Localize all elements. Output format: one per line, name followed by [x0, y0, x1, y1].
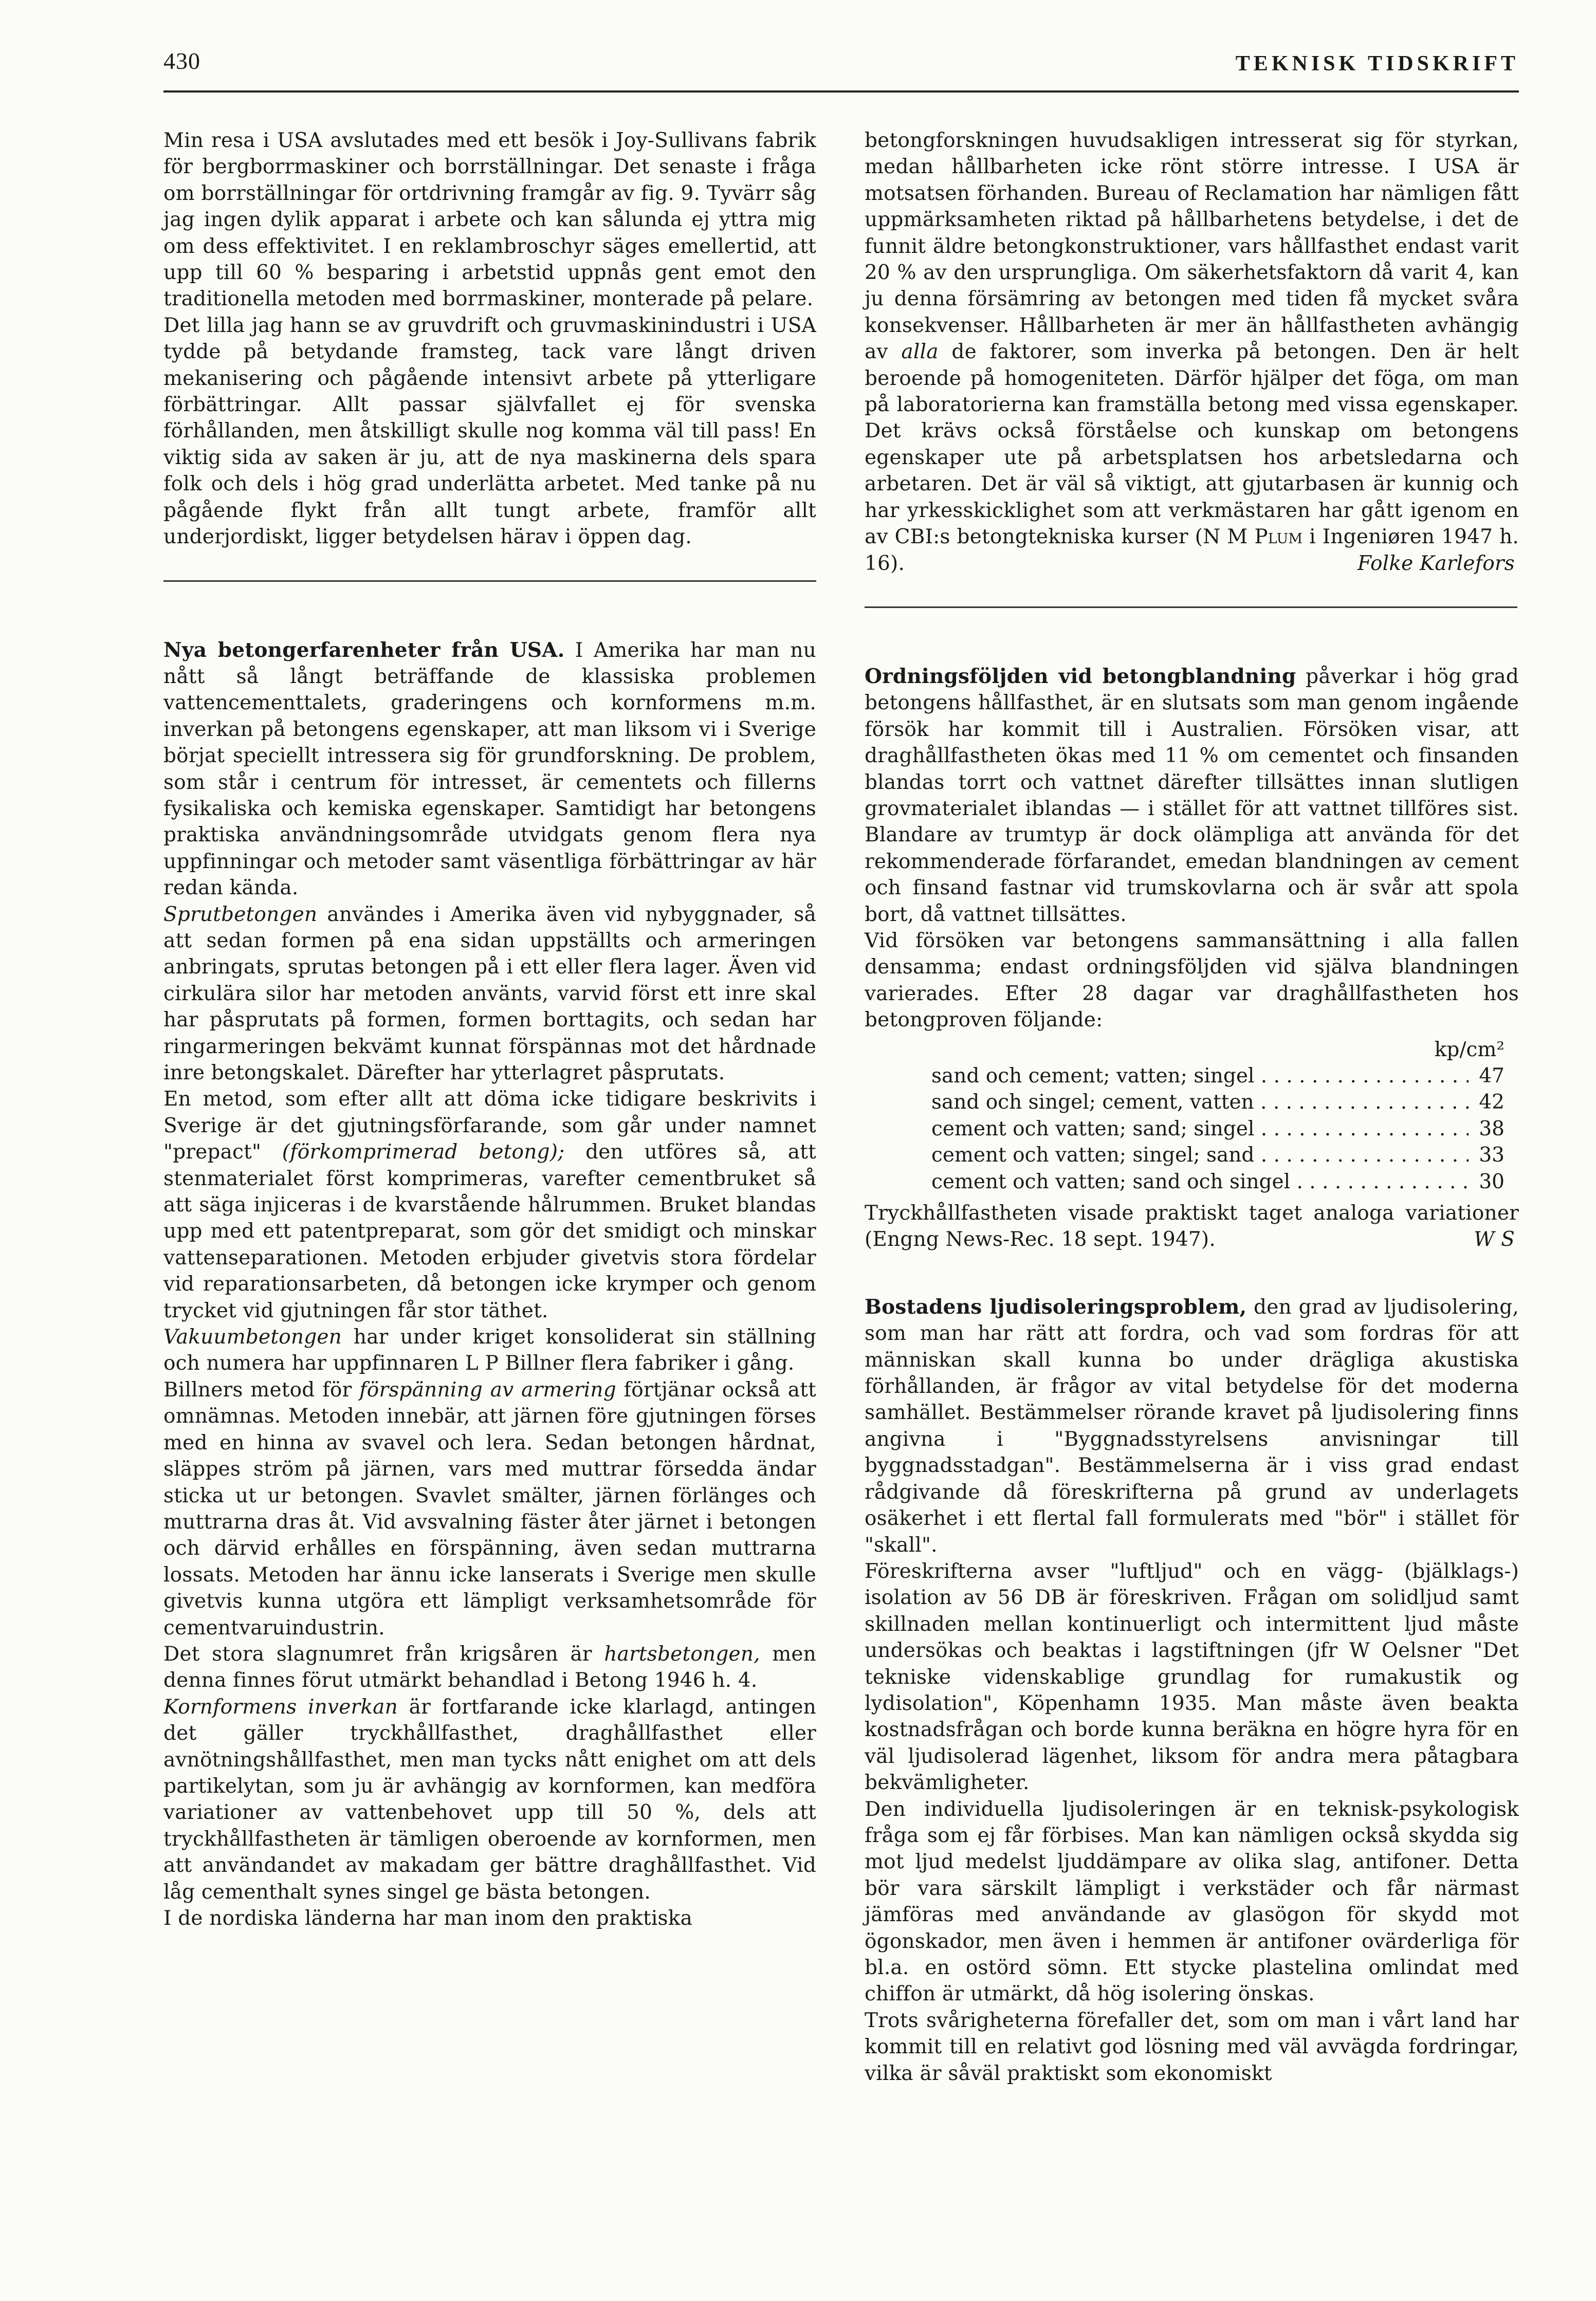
page-number: 430: [163, 48, 200, 74]
table-row: cement och vatten; sand; singel . . . 38: [865, 1116, 1519, 1142]
paragraph: Sprutbetongen användes i Amerika även vid nybyggnader, så att sedan formen på ena sidan uppställts och armeringen anbringats, sprutas betongen på i ett eller flera lager. Även vid cirkulära silor har metoden använts, varvid först ett inre skal har påsprutats på formen, formen borttagits, och sedan har ringarmeringen bekvämt kunnat förspännas mot det hårdnade inre betongskalet. Därefter har ytterlagret påsprutats.: [163, 903, 816, 1084]
paragraph: Den individuella ljudisoleringen är en teknisk-psykologisk fråga som ej får förbises. Man kan nämligen också skydda sig mot ljud medelst ljuddämpare av olika slag, antifoner. Detta bör vara särskilt lämpligt i verkstäder och får närmast jämföras med användande av glasögon för skydd mot ögonskador, men även i hemmen är antifoner ovärderliga för bl.a. en ostörd sömn. Ett stycke plastelina omlindat med chiffon är utmärkt, då hög isolering önskas.: [865, 1797, 1519, 2006]
term: Kornformens inverkan: [163, 1695, 398, 1719]
paragraph: Billners metod för förspänning av armering förtjänar också att omnämnas. Metoden innebär, att järnen före gjutningen förses med en hinna av svavel och lera. Sedan betongen hårdnat, släppes ström på järnen, vars med muttrar försedda ändar sticka ut ur betongen. Svavlet smälter, järnen förlänges och muttrarna dras åt. Vid avsvalning fäster åter järnet i betongen och därvid erhålles en förspänning, även sedan muttrarna lossats. Metoden har ännu icke lanserats i Sverige men skulle givetvis kunna utgöra ett lämpligt verksamhetsområde för cementvaruindustrin.: [163, 1378, 816, 1640]
term: Vakuumbetongen: [163, 1326, 342, 1349]
paragraph: Nya betongerfarenheter från USA. I Amerika har man nu nått så långt beträffande de klassiska problemen vattencementtalets, graderingens och kornformens m.m. inverkan på betongens egenskaper, att man liksom vi i Sverige börjat speciellt intressera sig för grundforskning. De problem, som står i centrum för intresset, är cementets och fillerns fysikaliska och kemiska egenskaper. Samtidigt har betongens praktiska användningsområde utvidgats genom flera nya uppfinningar och metoder samt väsentliga förbättringar av här redan kända.: [163, 638, 816, 900]
term: förspänning av armering: [359, 1378, 616, 1402]
paragraph: Föreskrifterna avser "luftljud" och en vägg- (bjälklags-) isolation av 56 DB är föreskriven. Frågan om solidljud samt skillnaden mellan kontinuerligt och intermittent ljud måste undersökas och beaktas i lagstiftningen (jfr W Oelsner "Det tekniske videnskablige grundlag for rumakustik og lydisolation", Köpenhamn 1935. Man måste även beakta kostnadsfrågan och borde kunna beräkna en högre hyra för en väl ljudisolerad lägenhet, liksom för andra mera påtagbara bekvämligheter.: [865, 1559, 1519, 1795]
mining-article-end: [163, 127, 816, 550]
paragraph: Det lilla jag hann se av gruvdrift och gruvmaskinindustri i USA tydde på betydande framsteg, tack vare långt driven mekanisering och pågående intensivt arbete på ytterligare förbättringar. Allt passar självfallet ej för svenska förhållanden, men åtskilligt skulle nog komma väl till pass! En viktig sida av saken är ju, att de nya maskinerna dels spara folk och dels i hög grad underlätta arbetet. Med tanke på nu pågående flykt från allt tungt arbete, framför allt underjordiskt, ligger betydelsen härav i öppen dag.: [163, 314, 816, 549]
header-rule: [163, 90, 1519, 93]
paragraph: Vakuumbetongen har under kriget konsoliderat sin ställning och numera har uppfinnaren L P Billner flera fabriker i gång.: [163, 1326, 816, 1375]
paragraph: I de nordiska länderna har man inom den praktiska: [163, 1907, 693, 1930]
paragraph: Kornformens inverkan är fortfarande icke klarlagd, antingen det gäller tryckhållfasthet, draghållfasthet eller avnötningshållfasthet, men man tycks nått enighet om att dels partikelytan, som ju är avhängig av kornformen, kan medföra variationer av vattenbehovet upp till 50 %, dels att tryckhållfastheten är tämligen oberoende av kornformen, men att användandet av makadam ger bättre draghållfasthet. Vid låg cementhalt synes singel ge bästa betongen.: [163, 1695, 816, 1904]
article-ordning: [865, 664, 1519, 1253]
article-betong-continued: [865, 127, 1519, 577]
spacer: [865, 1253, 1519, 1294]
article-heading: Bostadens ljudisoleringsproblem,: [865, 1295, 1247, 1319]
paragraph: Min resa i USA avslutades med ett besök i Joy-Sullivans fabrik för bergborrmaskiner och borrställningar. Det senaste i fråga om borrställningar för ortdrivning framgår av fig. 9. Tyvärr såg jag ingen dylik apparat i arbete och kan sålunda ej yttra mig om dess effektivitet. I en reklambroschyr säges emellertid, att upp till 60 % besparing i arbetstid uppnås gent emot den traditionella metoden med borrmaskiner, monterade på pelare.: [163, 129, 816, 311]
left-column: [163, 127, 816, 1931]
paragraph: En metod, som efter allt att döma icke tidigare beskrivits i Sverige är det gjutningsförfarande, som går under namnet "prepact" (förkomprimerad betong); den utföres så, att stenmaterialet först komprimeras, varefter cementbruket så att säga injiceras i de kvarstående hålrummen. Bruket blandas upp med ett patentpreparat, som gör det smidigt och minskar vattenseparationen. Metoden erbjuder givetvis stora fördelar vid reparationsarbeten, då betongen icke krymper och genom trycket vid gjutningen får stor täthet.: [163, 1088, 816, 1322]
right-column: [865, 127, 1519, 2087]
term: hartsbetongen,: [604, 1642, 760, 1666]
paragraph: betongforskningen huvudsakligen intresserat sig för styrkan, medan hållbarheten icke rönt större intresse. I USA är motsatsen förhanden. Bureau of Reclamation har nämligen fått uppmärksamheten riktad på hållbarhetens betydelse, i det de funnit äldre betongkonstruktioner, vars hållfasthet endast varit 20 % av den ursprungliga. Om säkerhetsfaktorn då varit 4, kan ju denna försämring av betongen med tiden få mycket svåra konsekvenser. Hållbarheten är mer än hållfastheten avhängig av alla de faktorer, som inverka på betongen. Den är helt beroende på homogeniteten. Därför hjälper det föga, om man på laboratorierna kan framställa betong med vissa egenskaper. Det krävs också förståelse och kunskap om betongens egenskaper ute på arbetsplatsen hos arbetsledarna och arbetaren. Det är väl så viktigt, att gjutarbasen är kunnig och har yrkesskicklighet som att verkmästaren har gått igenom en av CBI:s betongtekniska kurser (N M Plum i Ingeniøren 1947 h. 16). Folke Karlefors: [865, 127, 1519, 577]
paragraph: Det stora slagnumret från krigsåren är hartsbetongen, men denna finnes förut utmärkt behandlad i Betong 1946 h. 4.: [163, 1642, 816, 1692]
table-row: cement och vatten; sand och singel . . . 30: [865, 1169, 1519, 1195]
term: alla: [901, 340, 939, 364]
results-table: [865, 1037, 1519, 1195]
article-ljud: [865, 1294, 1519, 2087]
paragraph: Tryckhållfastheten visade praktiskt taget analoga variationer (Engng News-Rec. 18 sept. 1947). W S: [865, 1200, 1519, 1253]
section-divider: [163, 580, 816, 582]
term: (förkomprimerad betong);: [282, 1140, 565, 1164]
table-row: sand och cement; vatten; singel . . . 47: [865, 1063, 1519, 1089]
article-betong: [163, 637, 816, 1932]
table-row: cement och vatten; singel; sand . . . 33: [865, 1142, 1519, 1168]
paragraph: Bostadens ljudisoleringsproblem, den grad av ljudisolering, som man har rätt att fordra, och vad som fordras för att människan skall kunna bo under drägliga akustiska förhållanden, är frågor av vital betydelse för det moderna samhället. Bestämmelser rörande kravet på ljudisolering finns angivna i "Byggnadsstyrelsens anvisningar till byggnadsstadgan". Bestämmelserna är i viss grad endast rådgivande då föreskrifterna på grund av underlagets osäkerhet i ett flertal fall formulerats med "bör" i stället för "skall".: [865, 1295, 1519, 1557]
article-heading: Ordningsföljden vid betongblandning: [865, 664, 1296, 688]
author-name: Plum: [1254, 525, 1303, 549]
unit-label: kp/cm²: [1434, 1038, 1505, 1061]
paragraph: Vid försöken var betongens sammansättning i alla fallen densamma; endast ordningsföljden vid själva blandningen varierades. Efter 28 dagar var draghållfastheten hos betongproven följande:: [865, 929, 1519, 1032]
section-divider: [865, 606, 1517, 608]
signature: W S: [1474, 1228, 1515, 1251]
article-heading: Nya betongerfarenheter från USA.: [163, 638, 565, 662]
paragraph: Trots svårigheterna förefaller det, som om man i vårt land har kommit till en relativt god lösning med väl avvägda fordringar, vilka är såväl praktiskt som ekonomiskt: [865, 2009, 1519, 2085]
journal-title: TEKNISK TIDSKRIFT: [1235, 52, 1519, 76]
signature: Folke Karlefors: [1357, 551, 1515, 575]
paragraph: Ordningsföljden vid betongblandning påverkar i hög grad betongens hållfasthet, är en slutsats som man genom ingående försök har kommit till i Australien. Försöken visar, att draghållfastheten ökas med 11 % om cementet och finsanden blandas torrt och vattnet därefter tillsättes innan slutligen grovmaterialet iblandas — i stället för att vattnet tillföres sist. Blandare av trumtyp är dock olämpliga att använda för det rekommenderade förfarandet, emedan blandningen av cement och finsand fastnar vid trumskovlarna och är svår att spola bort, då vattnet tillsättes.: [865, 664, 1519, 926]
term: Sprutbetongen: [163, 903, 318, 926]
table-row: sand och singel; cement, vatten . . . 42: [865, 1089, 1519, 1115]
